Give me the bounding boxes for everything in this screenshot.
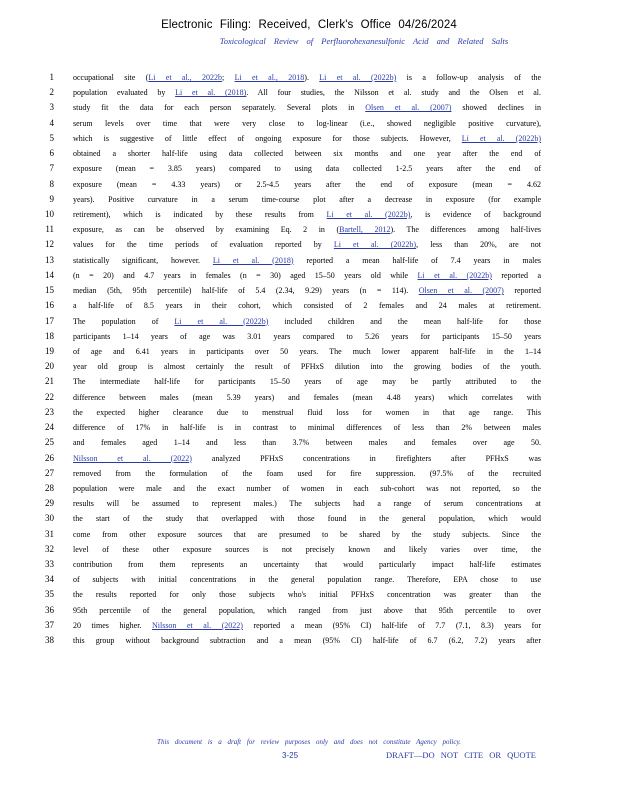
line-number: 32 <box>45 543 54 554</box>
line-text: the expected higher clearance due to menstrual fluid loss for women in that age range. This <box>73 407 541 417</box>
line-text: difference between males (mean 5.39 years) and females (mean 4.48 years) which correlates with <box>73 392 541 402</box>
line-number: 27 <box>45 467 54 478</box>
line-number: 25 <box>45 437 54 448</box>
line-number: 21 <box>45 376 54 387</box>
citation-link[interactable]: Olsen et al. (2007) <box>365 103 452 113</box>
line-text: exposure (mean = 3.85 years) compared to using data collected 1-2.5 years after the end of <box>73 164 541 174</box>
numbered-line <box>0 633 618 648</box>
numbered-line <box>0 618 618 633</box>
line-text: years). Positive curvature in a serum time-course plot after a decrease in exposure (for example <box>73 194 541 204</box>
numbered-line <box>0 420 618 435</box>
line-number: 19 <box>45 345 54 356</box>
numbered-line <box>0 374 618 389</box>
line-text: obtained a shorter half-life using data collected between six months and one year after the end of <box>73 149 541 159</box>
numbered-line <box>0 314 618 329</box>
numbered-line <box>0 329 618 344</box>
line-number: 18 <box>45 330 54 341</box>
line-number: 37 <box>45 619 54 630</box>
numbered-line <box>0 222 618 237</box>
citation-link[interactable]: Nilsson et al. (2022) <box>73 453 192 463</box>
line-text: level of these other exposure sources is not precisely known and likely varies over time, the <box>73 544 541 554</box>
line-number: 31 <box>45 528 54 539</box>
numbered-line <box>0 511 618 526</box>
line-number: 36 <box>45 604 54 615</box>
line-number: 1 <box>49 72 54 82</box>
line-number: 28 <box>45 482 54 493</box>
line-number: 4 <box>49 117 54 128</box>
line-number: 12 <box>45 239 54 250</box>
line-number: 15 <box>45 285 54 296</box>
numbered-line <box>0 572 618 587</box>
running-head: Toxicological Review of Perfluorohexanesulfonic Acid and Related Salts <box>219 36 509 46</box>
page-number: 3-25 <box>282 751 299 760</box>
line-number: 29 <box>45 498 54 509</box>
numbered-line <box>0 587 618 602</box>
line-text: of age and 6.41 years in participants over 50 years. The much lower apparent half-life in the 1–14 <box>73 346 541 356</box>
footer-disclaimer: This document is a draft for review purposes only and does not constitute Agency policy. <box>157 738 461 746</box>
line-number: 20 <box>45 361 54 372</box>
line-number: 8 <box>49 178 54 189</box>
numbered-line <box>0 116 618 131</box>
line-number: 23 <box>45 406 54 417</box>
line-text: median (5th, 95th percentile) half-life of 5.4 (2.34, 9.29) years (n = 114). Olsen et al. (2007) reported <box>73 286 541 296</box>
citation-link[interactable]: Olsen et al. (2007) <box>418 286 504 296</box>
line-number: 9 <box>49 193 54 204</box>
citation-link[interactable]: Li et al. (2022b) <box>319 73 397 82</box>
citation-link[interactable]: Li et al., 2018 <box>234 73 305 82</box>
line-text: of subjects with initial concentrations in the general population range. Therefore, EPA chose to use <box>73 575 541 585</box>
numbered-line <box>0 100 618 115</box>
citation-link[interactable]: Li et al. (2022b) <box>417 270 492 280</box>
citation-link[interactable]: Li et al. (2018) <box>175 88 247 98</box>
numbered-line <box>0 283 618 298</box>
numbered-line <box>0 207 618 222</box>
line-text: occupational site (Li et al., 2022b; Li et al., 2018). Li et al. (2022b) is a follow-up analysis of the <box>73 73 541 82</box>
numbered-line <box>0 85 618 100</box>
line-text: come from other exposure sources that are presumed to be shared by the study subjects. Since the <box>73 529 541 539</box>
numbered-line <box>0 390 618 405</box>
numbered-line <box>0 603 618 618</box>
line-number: 2 <box>49 87 54 98</box>
numbered-line <box>0 466 618 481</box>
line-text: the start of the study that overlapped with those found in the general population, which would <box>73 514 541 524</box>
numbered-line <box>0 481 618 496</box>
numbered-line <box>0 344 618 359</box>
citation-link[interactable]: Li et al. (2022b) <box>326 209 411 219</box>
line-text: values for the time periods of evaluation reported by Li et al. (2022b), less than 20%, are not <box>73 240 541 250</box>
line-number: 5 <box>49 132 54 143</box>
line-text: and females aged 1–14 and less than 3.7% between males and females over age 50. <box>73 438 541 448</box>
line-text: (n = 20) and 4.7 years in females (n = 30) aged 15–50 years old while Li et al. (2022b) reported a <box>73 270 541 280</box>
numbered-line <box>0 557 618 572</box>
line-text: The population of Li et al. (2022b) included children and the mean half-life for those <box>73 316 541 326</box>
line-text: the results reported for only those subjects who's initial PFHxS concentration was greater than the <box>73 590 541 600</box>
numbered-line <box>0 359 618 374</box>
numbered-line <box>0 253 618 268</box>
numbered-line <box>0 161 618 176</box>
numbered-line <box>0 405 618 420</box>
line-number: 33 <box>45 559 54 570</box>
line-number: 11 <box>45 224 54 235</box>
line-text: year old group is almost certainly the result of PFHxS dilution into the growing bodies of the youth. <box>73 362 541 372</box>
numbered-line <box>0 542 618 557</box>
citation-link[interactable]: Li et al. (2022b) <box>174 316 269 326</box>
line-number: 6 <box>49 148 54 159</box>
numbered-line <box>0 177 618 192</box>
line-number: 34 <box>45 574 54 585</box>
line-number: 17 <box>45 315 54 326</box>
line-text: participants 1–14 years of age was 3.01 years compared to 5.26 years for participants 15–50 years <box>73 331 541 341</box>
line-text: which is suggestive of little effect of ongoing exposure for those subjects. However, Li et al. (2022b) <box>73 133 541 143</box>
citation-link[interactable]: Bartell, 2012 <box>339 225 391 235</box>
line-number: 26 <box>45 452 54 463</box>
line-text: removed from the formulation of the foam used for fire suppression. (97.5% of the recruited <box>73 468 541 478</box>
line-number: 38 <box>45 635 54 646</box>
numbered-line <box>0 237 618 252</box>
numbered-line <box>0 298 618 313</box>
line-number: 22 <box>45 391 54 402</box>
line-text: population evaluated by Li et al. (2018). All four studies, the Nilsson et al. study and the Olsen et al. <box>73 88 541 98</box>
line-number: 10 <box>45 208 54 219</box>
line-number: 14 <box>45 269 54 280</box>
line-text: serum levels over time that were very close to log-linear (i.e., showed negligible positive curvature), <box>73 118 541 128</box>
line-text: retirement), which is indicated by these results from Li et al. (2022b), is evidence of background <box>73 209 541 219</box>
numbered-line <box>0 268 618 283</box>
line-number: 13 <box>45 254 54 265</box>
citation-link[interactable]: Li et al. (2022b) <box>461 133 541 143</box>
line-text: statistically significant, however. Li et al. (2018) reported a mean half-life of 7.4 years in males <box>73 255 541 265</box>
line-text: 20 times higher. Nilsson et al. (2022) reported a mean (95% CI) half-life of 7.7 (7.1, 8.3) years for <box>73 620 541 630</box>
line-text: a half-life of 8.5 years in their cohort, which consisted of 2 females and 24 males at retirement. <box>73 301 541 311</box>
line-text: results will be assumed to represent males.) The subjects had a range of serum concentrations at <box>73 499 541 509</box>
line-text: contribution from them represents an uncertainty that would particularly impact half-life estimates <box>73 560 541 570</box>
line-text: 95th percentile of the general population, which ranged from just above that 95th percentile to over <box>73 605 541 615</box>
line-text: The intermediate half-life for participants 15–50 years of age may be partly attributed to the <box>73 377 541 387</box>
line-number: 7 <box>49 163 54 174</box>
numbered-line <box>0 451 618 466</box>
line-number: 30 <box>45 513 54 524</box>
line-text: exposure (mean = 4.33 years) or 2.5-4.5 years after the end of exposure (mean = 4.62 <box>73 179 541 189</box>
line-text: exposure, as can be observed by examining Eq. 2 in (Bartell, 2012). The differences among half-lives <box>73 225 541 235</box>
citation-link[interactable]: Li et al. (2022b) <box>333 240 417 250</box>
citation-link[interactable]: Li et al. (2018) <box>212 255 294 265</box>
line-text: population were male and the exact number of women in each sub-cohort was not reported, so the <box>73 483 541 493</box>
numbered-line <box>0 70 618 85</box>
line-text: difference of 17% in half-life is in contrast to minimal differences of less than 2% between males <box>73 423 541 433</box>
numbered-line <box>0 131 618 146</box>
draft-label: DRAFT—DO NOT CITE OR QUOTE <box>386 750 536 760</box>
numbered-line <box>0 527 618 542</box>
line-number: 24 <box>45 422 54 433</box>
numbered-line <box>0 435 618 450</box>
citation-link[interactable]: Li et al., 2022b <box>148 73 223 82</box>
line-text: Nilsson et al. (2022) analyzed PFHxS concentrations in firefighters after PFHxS was <box>73 453 541 463</box>
line-text: study fit the data for each person separately. Several plots in Olsen et al. (2007) showed declines in <box>73 103 541 113</box>
numbered-line <box>0 496 618 511</box>
numbered-line <box>0 146 618 161</box>
numbered-line <box>0 192 618 207</box>
line-text: this group without background subtraction and a mean (95% CI) half-life of 6.7 (6.2, 7.2) years after <box>73 636 541 646</box>
line-number: 16 <box>45 300 54 311</box>
citation-link[interactable]: Nilsson et al. (2022) <box>151 620 243 630</box>
filing-stamp: Electronic Filing: Received, Clerk's Office 04/26/2024 <box>161 19 457 31</box>
line-number: 35 <box>45 589 54 600</box>
line-number: 3 <box>49 102 54 113</box>
